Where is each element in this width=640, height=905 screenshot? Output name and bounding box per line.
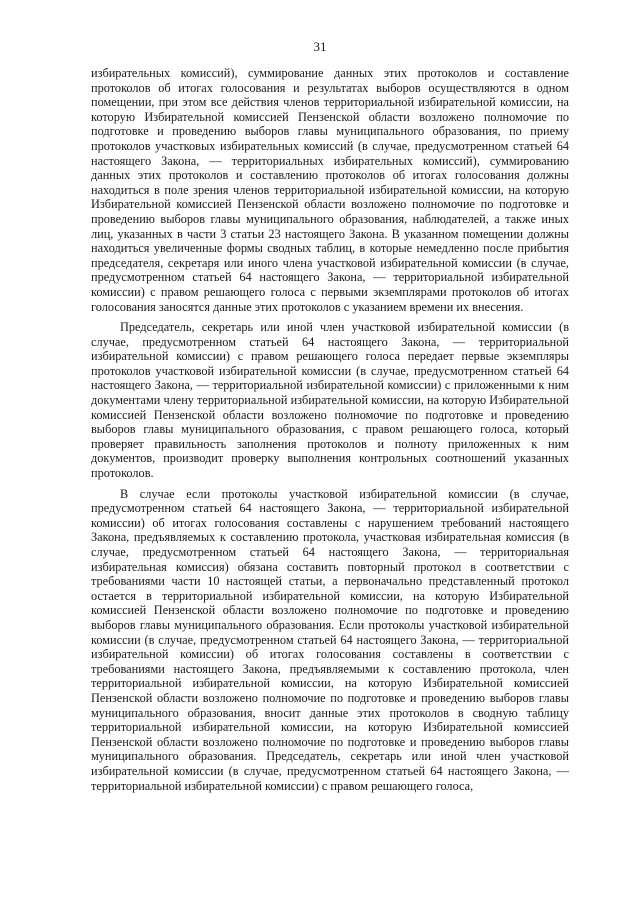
paragraph: В случае если протоколы участковой избирательной комиссии (в случае, предусмотренном статьей 64 настоящего Закона, — территориальной избирательной комиссии) об итогах голосования составлены с нарушением требований настоящего Закона, предъявляемых к составлению протокола, участковая избирательная комиссия (в случае, предусмотренном статьей 64 настоящего Закона, — территориальная избирательная комиссия) обязана составить повторный протокол в соответствии с требованиями части 10 настоящей статьи, а первоначально представленный протокол остается в территориальной избирательной комиссии, на которую Избирательной комиссией Пензенской области возложено полномочие по подготовке и проведению выборов главы муниципального образования. Если протоколы участковой избирательной комиссии (в случае, предусмотренном статьей 64 настоящего Закона, — территориальной избирательной комиссии) об итогах голосования составлены в соответствии с требованиями настоящего Закона, предъявляемыми к составлению протокола, член территориальной избирательной комиссии, на которую Избирательной комиссией Пензенской области возложено полномочие по подготовке и проведению выборов главы муниципального образования, вносит данные этих протоколов в сводную таблицу территориальной избирательной комиссии, на которую Избирательной комиссией Пензенской области возложено полномочие по подготовке и проведению выборов главы муниципального образования. Председатель, секретарь или иной член участковой избирательной комиссии (в случае, предусмотренном статьей 64 настоящего Закона, — территориальной избирательной комиссии) с правом решающего голоса, xyxy=(91,486,569,793)
body-text xyxy=(91,66,569,793)
page-number: 31 xyxy=(313,39,327,54)
paragraph-continuation: избирательных комиссий), суммирование данных этих протоколов и составление протоколов об итогах голосования и результатах выборов осуществляются в одном помещении, при этом все действия членов территориальной избирательной комиссии, на которую Избирательной комиссией Пензенской области возложено полномочие по подготовке и проведению выборов главы муниципального образования, по приему протоколов участковых избирательных комиссий (в случае, предусмотренном статьей 64 настоящего Закона, — территориальных избирательных комиссий), суммированию данных этих протоколов и составлению протоколов об итогах голосования должны находиться в поле зрения членов территориальной избирательной комиссии, на которую Избирательной комиссией Пензенской области возложено полномочие по подготовке и проведению выборов главы муниципального образования, наблюдателей, а также иных лиц, указанных в части 3 статьи 23 настоящего Закона. В указанном помещении должны находиться увеличенные формы сводных таблиц, в которые немедленно после прибытия председателя, секретаря или иного члена участковой избирательной комиссии (в случае, предусмотренном статьей 64 настоящего Закона, — территориальной избирательной комиссии) с правом решающего голоса с первыми экземплярами протоколов об итогах голосования заносятся данные этих протоколов с указанием времени их внесения. xyxy=(91,66,569,314)
paragraph: Председатель, секретарь или иной член участковой избирательной комиссии (в случае, предусмотренном статьей 64 настоящего Закона, — территориальной избирательной комиссии) с правом решающего голоса передает первые экземпляры протоколов участковой избирательной комиссии (в случае, предусмотренном статьей 64 настоящего Закона, — территориальной избирательной комиссии) с приложенными к ним документами члену территориальной избирательной комиссии, на которую Избирательной комиссией Пензенской области возложено полномочие по подготовке и проведению выборов главы муниципального образования, с правом решающего голоса, который проверяет правильность заполнения протоколов и полноту приложенных к ним документов, производит проверку выполнения контрольных соотношений указанных протоколов. xyxy=(91,320,569,481)
